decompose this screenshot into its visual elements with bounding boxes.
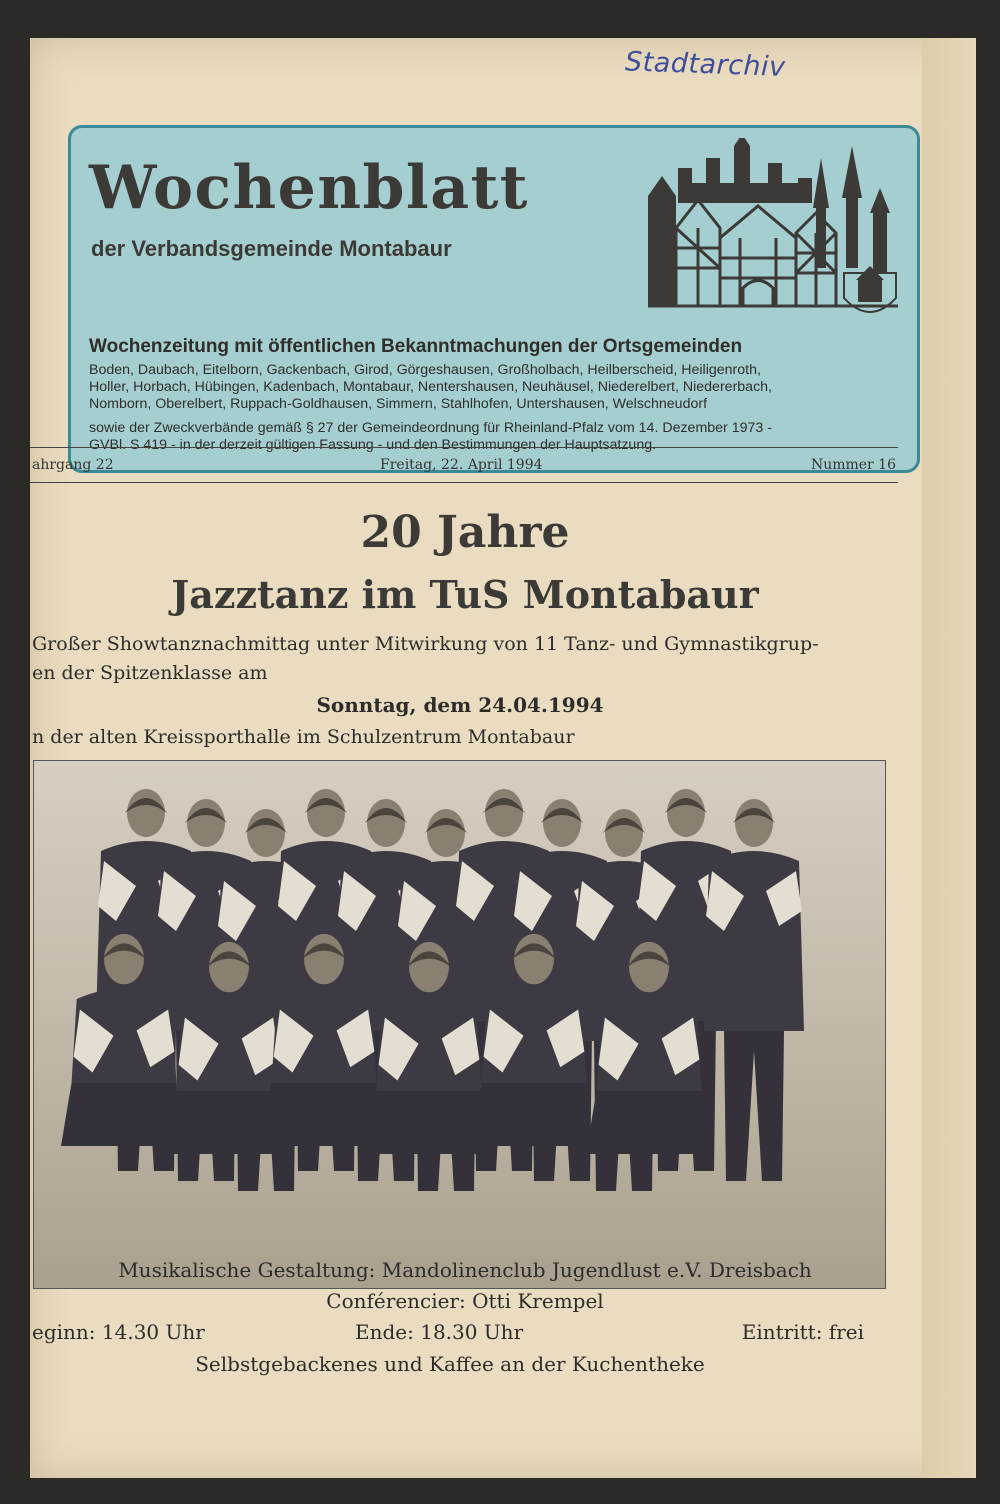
legal-line: sowie der Zweckverbände gemäß § 27 der Gemeindeordnung für Rheinland-Pfalz vom 14. Dezember 1973 - [89, 420, 772, 436]
issue-number: Nummer 16 [810, 457, 896, 473]
masthead [68, 125, 920, 473]
towns-list [89, 362, 909, 413]
admission: Eintritt: frei [741, 1320, 864, 1344]
group-photo [33, 760, 886, 1289]
towns-line: Nomborn, Oberelbert, Ruppach-Goldhausen, Simmern, Stahlhofen, Untershausen, Welschneudorf [89, 396, 708, 412]
masthead-subtitle: der Verbandsgemeinde Montabaur [91, 236, 452, 261]
headline-secondary: Jazztanz im TuS Montabaur [171, 572, 759, 617]
music-credit: Musikalische Gestaltung: Mandolinenclub Jugendlust e.V. Dreisbach [118, 1258, 812, 1282]
masthead-details [89, 336, 909, 454]
refreshments-note: Selbstgebackenes und Kaffee an der Kuchentheke [195, 1352, 705, 1376]
intro-line: en der Spitzenklasse am [32, 662, 268, 684]
issue-volume: ahrgang 22 [32, 457, 114, 473]
issue-bar [30, 447, 898, 483]
masthead-title: Wochenblatt [89, 153, 530, 223]
handwritten-note: Stadtarchiv [624, 46, 787, 83]
event-date: Sonntag, dem 24.04.1994 [316, 693, 604, 717]
issue-date: Freitag, 22. April 1994 [380, 457, 543, 473]
event-venue: n der alten Kreissporthalle im Schulzentrum Montabaur [32, 726, 575, 748]
headline-primary: 20 Jahre [360, 507, 570, 558]
towns-line: Holler, Horbach, Hübingen, Kadenbach, Montabaur, Nentershausen, Neuhäusel, Niederelbert, Niedererbach, [89, 379, 772, 395]
dancers-photo-illustration [34, 761, 885, 1288]
newspaper-page [30, 38, 976, 1478]
paper-edge [922, 38, 976, 1478]
end-time: Ende: 18.30 Uhr [355, 1320, 524, 1344]
compere-credit: Conférencier: Otti Krempel [326, 1289, 604, 1313]
towns-line: Boden, Daubach, Eitelborn, Gackenbach, Girod, Görgeshausen, Großholbach, Heilberscheid, Heiligenroth, [89, 362, 761, 378]
town-skyline-illustration [648, 138, 908, 328]
legal-line: GVBl. S 419 - in der derzeit gültigen Fassung - und den Bestimmungen der Hauptsatzung. [89, 437, 657, 453]
intro-line: Großer Showtanznachmittag unter Mitwirkung von 11 Tanz- und Gymnastikgrup- [32, 633, 819, 655]
start-time: eginn: 14.30 Uhr [32, 1320, 205, 1344]
masthead-heading: Wochenzeitung mit öffentlichen Bekanntmachungen der Ortsgemeinden [89, 336, 743, 357]
